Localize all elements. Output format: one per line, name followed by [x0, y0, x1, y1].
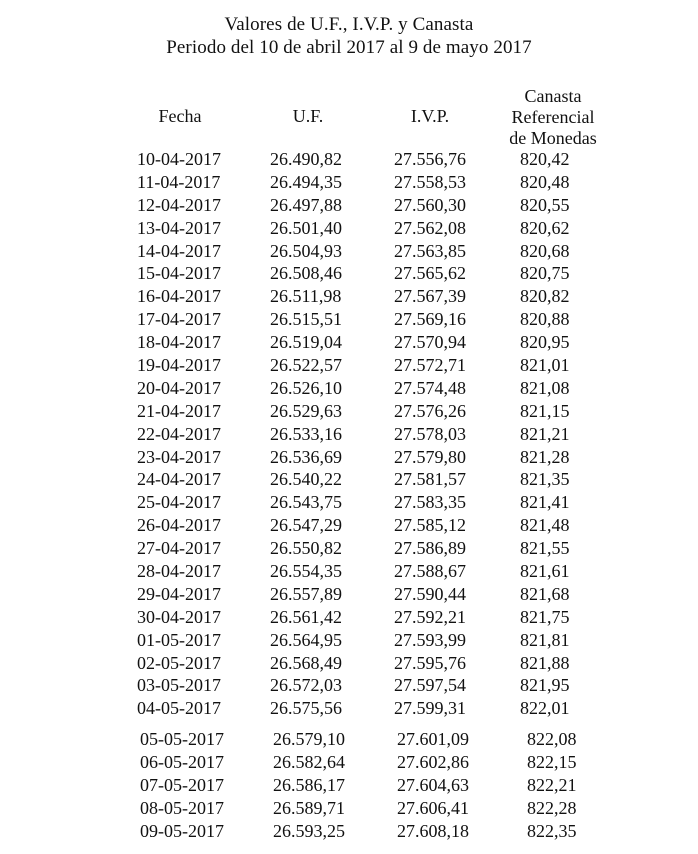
table-row	[0, 468, 698, 491]
table-row	[0, 652, 698, 675]
cell-ivp: 27.581,57	[394, 469, 466, 490]
table-row	[0, 774, 698, 797]
cell-fecha: 10-04-2017	[137, 149, 221, 169]
table-row	[0, 674, 698, 697]
table-row	[0, 697, 698, 720]
cell-uf: 26.511,98	[270, 286, 342, 307]
cell-canasta: 821,15	[520, 400, 570, 421]
header-fecha: Fecha	[158, 106, 202, 126]
cell-fecha: 01-05-2017	[137, 629, 221, 650]
table-row	[0, 728, 698, 751]
cell-ivp: 27.574,48	[394, 377, 466, 398]
table-row	[0, 240, 698, 263]
cell-ivp: 27.562,08	[394, 217, 466, 238]
cell-uf: 26.533,16	[270, 423, 342, 444]
cell-uf: 26.494,35	[270, 171, 342, 192]
cell-canasta: 821,75	[520, 606, 570, 627]
cell-canasta: 820,62	[520, 217, 570, 238]
table-row	[0, 423, 698, 446]
cell-ivp: 27.597,54	[394, 675, 466, 696]
table-row	[0, 400, 698, 423]
cell-uf: 26.593,25	[273, 820, 345, 841]
cell-ivp: 27.606,41	[397, 797, 469, 818]
table-row	[0, 797, 698, 820]
cell-ivp: 27.602,86	[397, 752, 469, 773]
cell-canasta: 822,08	[527, 729, 577, 750]
cell-canasta: 820,95	[520, 332, 570, 353]
table-row	[0, 583, 698, 606]
cell-fecha: 30-04-2017	[137, 606, 221, 627]
cell-canasta: 821,41	[520, 492, 570, 513]
table-row	[0, 308, 698, 331]
table-row	[0, 194, 698, 217]
cell-ivp: 27.592,21	[394, 606, 466, 627]
cell-uf: 26.508,46	[270, 263, 342, 284]
values-table	[0, 148, 698, 843]
cell-canasta: 822,35	[527, 820, 577, 841]
cell-canasta: 821,55	[520, 538, 570, 559]
cell-ivp: 27.599,31	[394, 698, 466, 719]
cell-ivp: 27.556,76	[394, 149, 466, 169]
cell-uf: 26.536,69	[270, 446, 342, 467]
cell-fecha: 26-04-2017	[137, 515, 221, 536]
cell-uf: 26.540,22	[270, 469, 342, 490]
cell-uf: 26.504,93	[270, 240, 342, 261]
cell-uf: 26.579,10	[273, 729, 345, 750]
cell-canasta: 821,35	[520, 469, 570, 490]
cell-fecha: 16-04-2017	[137, 286, 221, 307]
table-row	[0, 171, 698, 194]
cell-canasta: 820,88	[520, 309, 570, 330]
table-row	[0, 354, 698, 377]
cell-ivp: 27.563,85	[394, 240, 466, 261]
cell-fecha: 13-04-2017	[137, 217, 221, 238]
cell-ivp: 27.595,76	[394, 652, 466, 673]
document-title: Valores de U.F., I.V.P. y Canasta	[224, 14, 474, 35]
cell-fecha: 29-04-2017	[137, 583, 221, 604]
cell-uf: 26.501,40	[270, 217, 342, 238]
cell-fecha: 06-05-2017	[140, 752, 224, 773]
cell-uf: 26.522,57	[270, 355, 342, 376]
cell-fecha: 21-04-2017	[137, 400, 221, 421]
cell-canasta: 821,68	[520, 583, 570, 604]
cell-fecha: 11-04-2017	[137, 171, 221, 192]
cell-uf: 26.568,49	[270, 652, 342, 673]
cell-fecha: 08-05-2017	[140, 797, 224, 818]
cell-canasta: 821,61	[520, 561, 570, 582]
cell-canasta: 822,01	[520, 698, 570, 719]
cell-canasta: 820,42	[520, 149, 570, 169]
table-row	[0, 491, 698, 514]
cell-canasta: 821,21	[520, 423, 570, 444]
cell-ivp: 27.569,16	[394, 309, 466, 330]
cell-canasta: 821,28	[520, 446, 570, 467]
cell-ivp: 27.586,89	[394, 538, 466, 559]
table-row	[0, 446, 698, 469]
table-row	[0, 606, 698, 629]
cell-uf: 26.515,51	[270, 309, 342, 330]
cell-fecha: 15-04-2017	[137, 263, 221, 284]
header-canasta-line3: de Monedas	[509, 128, 597, 148]
header-canasta-line1: Canasta	[524, 86, 582, 106]
cell-ivp: 27.558,53	[394, 171, 466, 192]
cell-ivp: 27.579,80	[394, 446, 466, 467]
cell-ivp: 27.570,94	[394, 332, 466, 353]
cell-canasta: 821,88	[520, 652, 570, 673]
cell-uf: 26.490,82	[270, 149, 342, 169]
cell-canasta: 821,48	[520, 515, 570, 536]
cell-uf: 26.564,95	[270, 629, 342, 650]
table-row	[0, 285, 698, 308]
cell-ivp: 27.588,67	[394, 561, 466, 582]
cell-uf: 26.575,56	[270, 698, 342, 719]
header-canasta	[493, 86, 613, 149]
cell-ivp: 27.576,26	[394, 400, 466, 421]
table-row	[0, 148, 698, 171]
cell-fecha: 24-04-2017	[137, 469, 221, 490]
cell-ivp: 27.590,44	[394, 583, 466, 604]
cell-ivp: 27.567,39	[394, 286, 466, 307]
cell-uf: 26.582,64	[273, 752, 345, 773]
table-row	[0, 217, 698, 240]
cell-canasta: 820,75	[520, 263, 570, 284]
cell-fecha: 18-04-2017	[137, 332, 221, 353]
cell-canasta: 821,08	[520, 377, 570, 398]
table-row	[0, 751, 698, 774]
cell-ivp: 27.565,62	[394, 263, 466, 284]
cell-canasta: 820,82	[520, 286, 570, 307]
cell-uf: 26.554,35	[270, 561, 342, 582]
cell-uf: 26.561,42	[270, 606, 342, 627]
cell-fecha: 22-04-2017	[137, 423, 221, 444]
cell-uf: 26.543,75	[270, 492, 342, 513]
cell-ivp: 27.601,09	[397, 729, 469, 750]
table-row	[0, 514, 698, 537]
cell-ivp: 27.572,71	[394, 355, 466, 376]
table-row	[0, 820, 698, 843]
cell-uf: 26.519,04	[270, 332, 342, 353]
header-uf: U.F.	[292, 106, 324, 126]
cell-fecha: 27-04-2017	[137, 538, 221, 559]
cell-fecha: 12-04-2017	[137, 194, 221, 215]
cell-ivp: 27.593,99	[394, 629, 466, 650]
cell-fecha: 25-04-2017	[137, 492, 221, 513]
cell-fecha: 14-04-2017	[137, 240, 221, 261]
cell-ivp: 27.583,35	[394, 492, 466, 513]
header-canasta-line2: Referencial	[511, 107, 595, 127]
cell-ivp: 27.560,30	[394, 194, 466, 215]
cell-canasta: 822,28	[527, 797, 577, 818]
cell-uf: 26.589,71	[273, 797, 345, 818]
table-row	[0, 331, 698, 354]
table-row	[0, 537, 698, 560]
cell-canasta: 822,15	[527, 752, 577, 773]
cell-uf: 26.497,88	[270, 194, 342, 215]
cell-canasta: 821,81	[520, 629, 570, 650]
cell-canasta: 820,48	[520, 171, 570, 192]
cell-canasta: 821,01	[520, 355, 570, 376]
header-ivp: I.V.P.	[410, 106, 450, 126]
cell-uf: 26.557,89	[270, 583, 342, 604]
cell-fecha: 09-05-2017	[140, 820, 224, 841]
cell-ivp: 27.604,63	[397, 775, 469, 796]
document-subtitle: Periodo del 10 de abril 2017 al 9 de mayo 2017	[166, 37, 532, 58]
cell-fecha: 02-05-2017	[137, 652, 221, 673]
cell-uf: 26.547,29	[270, 515, 342, 536]
cell-fecha: 17-04-2017	[137, 309, 221, 330]
table-row	[0, 560, 698, 583]
table-row	[0, 629, 698, 652]
cell-uf: 26.572,03	[270, 675, 342, 696]
cell-fecha: 03-05-2017	[137, 675, 221, 696]
cell-fecha: 23-04-2017	[137, 446, 221, 467]
cell-canasta: 820,68	[520, 240, 570, 261]
cell-ivp: 27.578,03	[394, 423, 466, 444]
cell-fecha: 05-05-2017	[140, 729, 224, 750]
cell-fecha: 20-04-2017	[137, 377, 221, 398]
cell-fecha: 07-05-2017	[140, 775, 224, 796]
cell-ivp: 27.585,12	[394, 515, 466, 536]
cell-uf: 26.526,10	[270, 377, 342, 398]
cell-fecha: 28-04-2017	[137, 561, 221, 582]
table-row	[0, 377, 698, 400]
cell-ivp: 27.608,18	[397, 820, 469, 841]
table-row	[0, 262, 698, 285]
cell-canasta: 821,95	[520, 675, 570, 696]
cell-uf: 26.529,63	[270, 400, 342, 421]
cell-uf: 26.550,82	[270, 538, 342, 559]
cell-canasta: 822,21	[527, 775, 577, 796]
cell-fecha: 04-05-2017	[137, 698, 221, 719]
cell-fecha: 19-04-2017	[137, 355, 221, 376]
cell-uf: 26.586,17	[273, 775, 345, 796]
cell-canasta: 820,55	[520, 194, 570, 215]
